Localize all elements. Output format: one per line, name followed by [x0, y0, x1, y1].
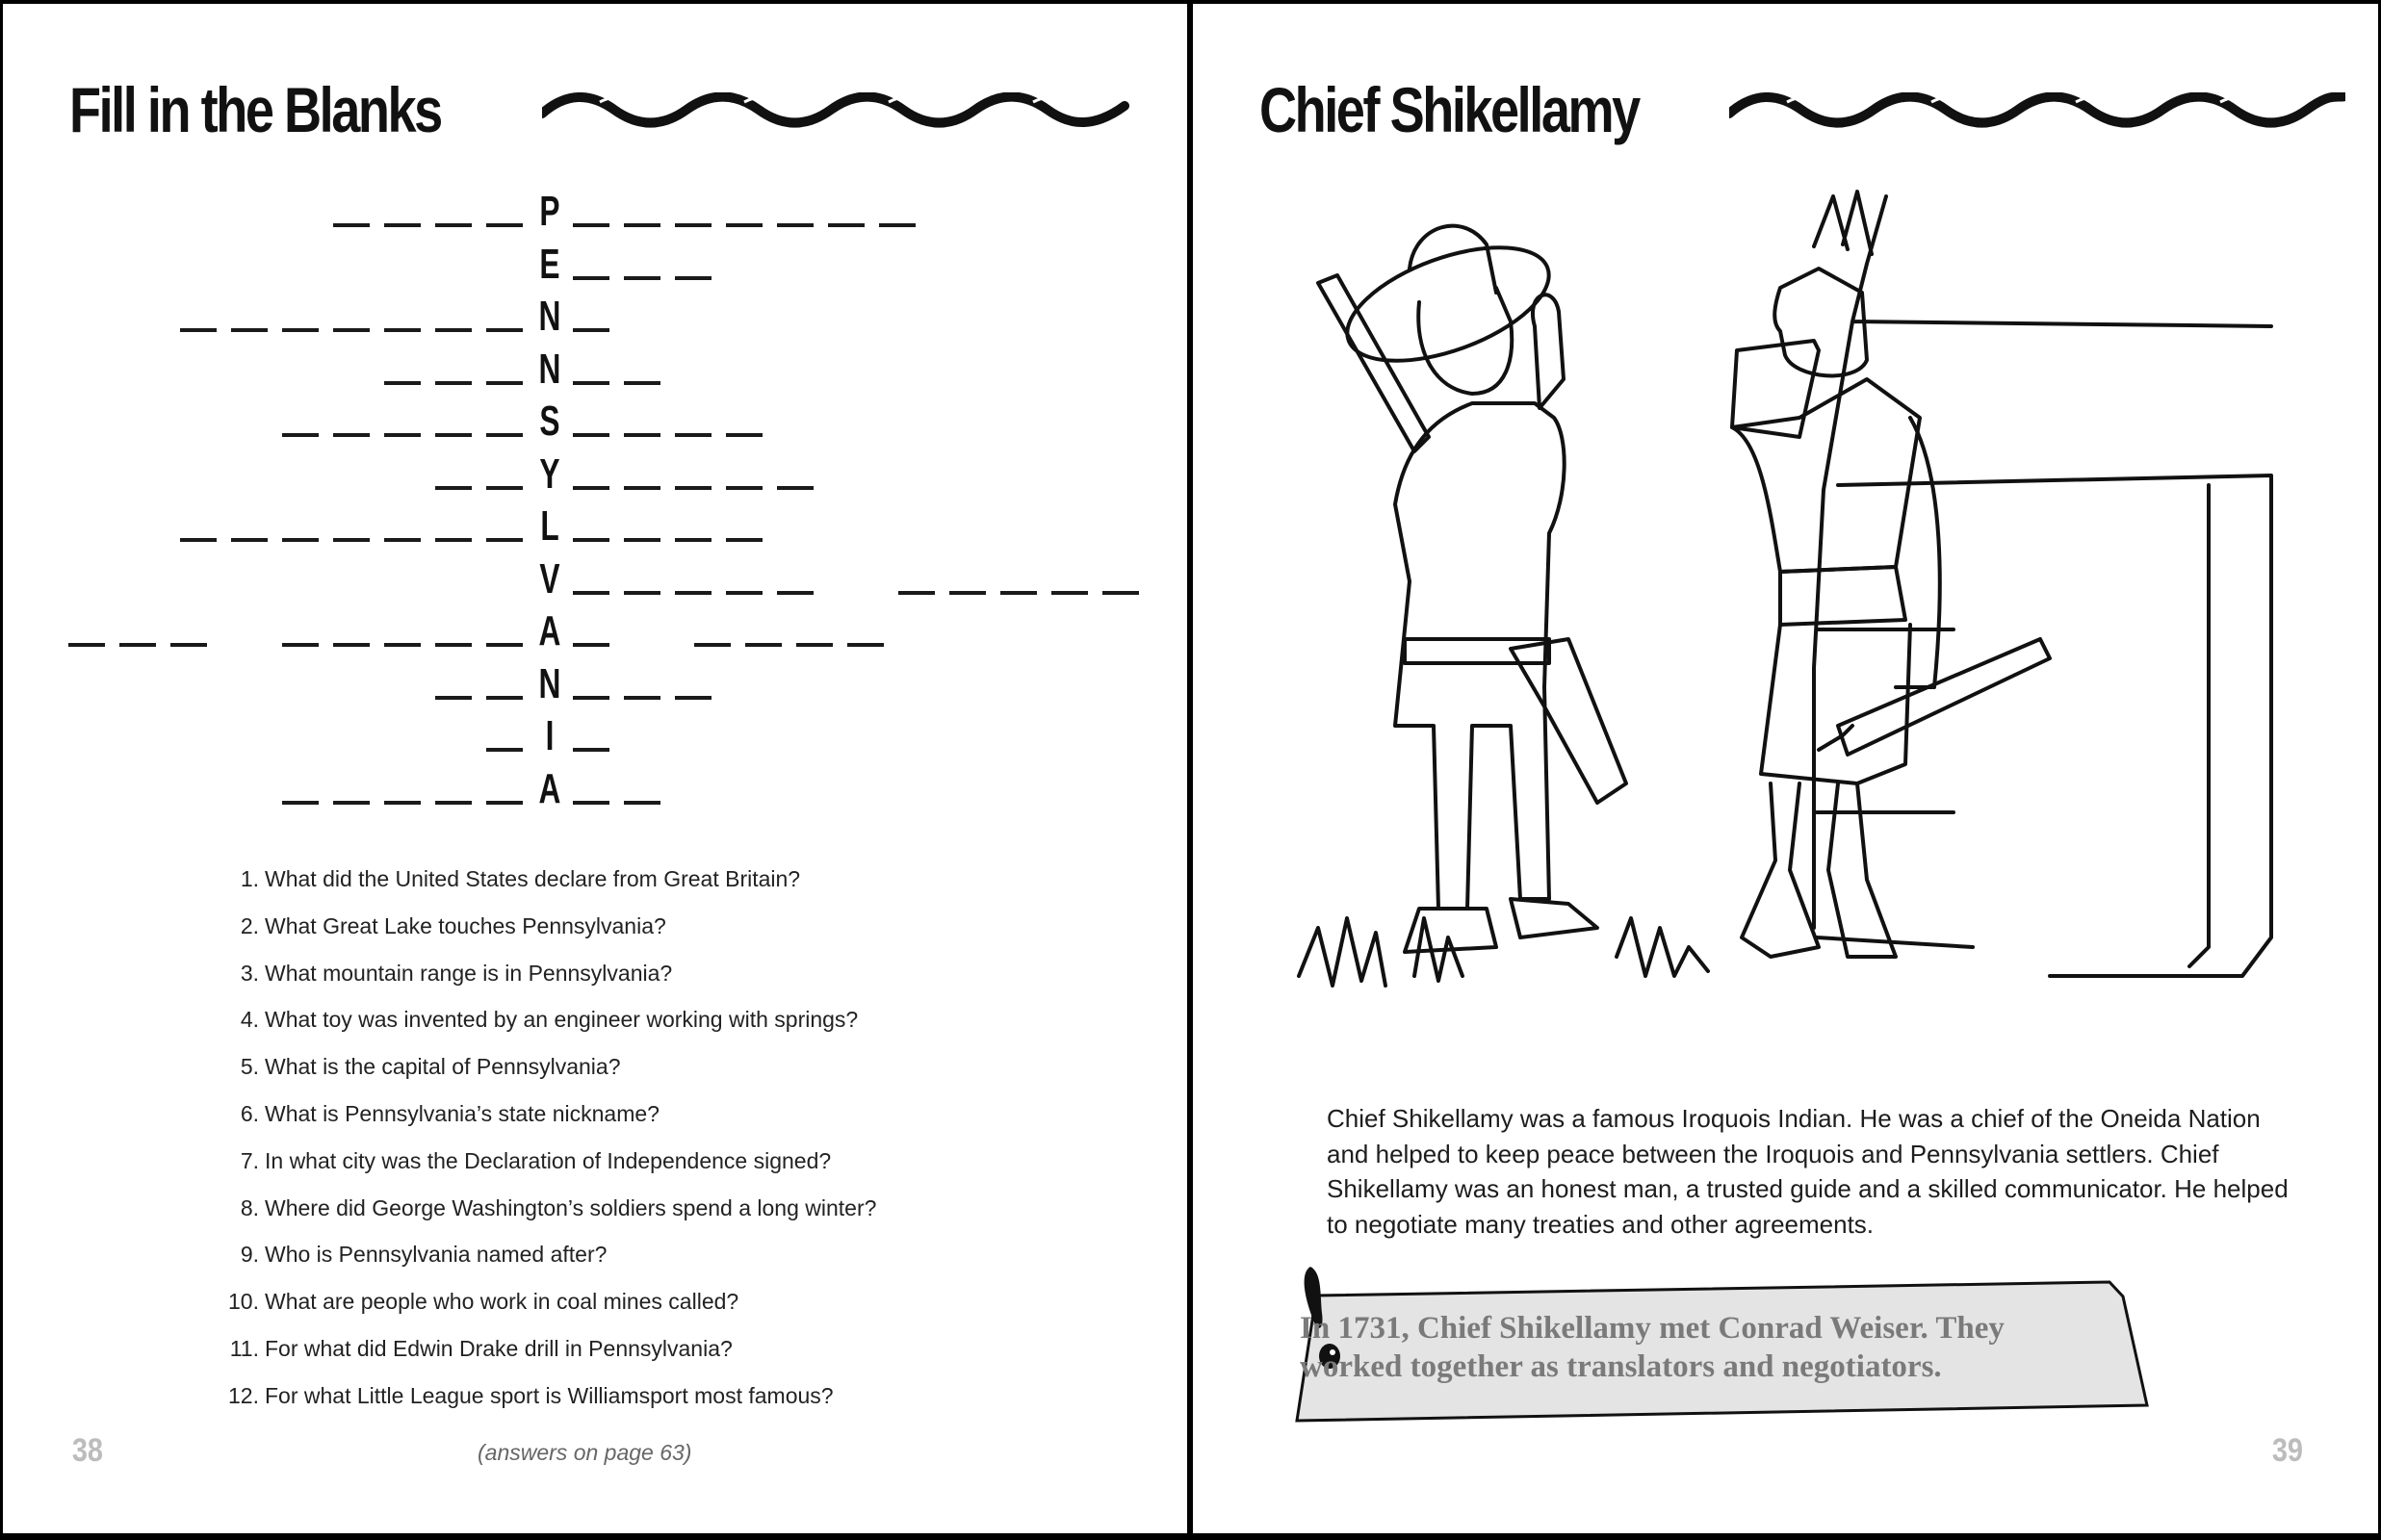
question-item: [224, 1195, 876, 1221]
page-number: 39: [2271, 1432, 2303, 1469]
question-item: [224, 1054, 620, 1080]
blank-input[interactable]: [573, 591, 609, 595]
blank-input[interactable]: [675, 486, 712, 490]
wave-divider-icon: [542, 92, 1129, 131]
blank-input[interactable]: [726, 223, 763, 227]
blank-input[interactable]: [675, 696, 712, 700]
question-item: [224, 1336, 733, 1362]
blank-input[interactable]: [573, 223, 609, 227]
blank-input[interactable]: [384, 328, 421, 332]
blank-input[interactable]: [1102, 591, 1139, 595]
page-title: Fill in the Blanks: [69, 74, 441, 145]
blank-input[interactable]: [879, 223, 916, 227]
question-item: [224, 1148, 831, 1174]
blank-input[interactable]: [624, 276, 660, 280]
question-text: Where did George Washington’s soldiers spend a long winter?: [265, 1194, 877, 1220]
blank-input[interactable]: [777, 223, 814, 227]
blank-input[interactable]: [384, 801, 421, 805]
question-text: For what did Edwin Drake drill in Pennsylvania?: [265, 1336, 733, 1361]
puzzle-letter: A: [538, 764, 561, 812]
blank-input[interactable]: [282, 538, 319, 542]
blank-input[interactable]: [384, 381, 421, 385]
question-number: 3.: [240, 960, 259, 986]
puzzle-letter: N: [538, 659, 561, 707]
question-number: 7.: [240, 1147, 259, 1173]
question-item: [224, 1101, 660, 1127]
blank-input[interactable]: [675, 538, 712, 542]
body-paragraph: Chief Shikellamy was a famous Iroquois Indian. He was a chief of the Oneida Nation and helped to keep peace between the Iroquois and Pennsylvania settlers. Chief Shikellamy was an honest man, a trusted guide and a skilled communicator. He helped to negotiate many treaties and other agreements.: [1327, 1104, 2289, 1239]
blank-input[interactable]: [777, 486, 814, 490]
blank-input[interactable]: [384, 223, 421, 227]
blank-input[interactable]: [231, 328, 268, 332]
question-number: 4.: [240, 1007, 259, 1033]
question-number: 8.: [240, 1194, 259, 1220]
blank-input[interactable]: [486, 328, 523, 332]
question-text: What did the United States declare from Great Britain?: [265, 866, 801, 891]
blank-input[interactable]: [282, 433, 319, 437]
blank-input[interactable]: [68, 643, 105, 647]
question-number: 11.: [229, 1336, 259, 1361]
blank-input[interactable]: [486, 643, 523, 647]
blank-input[interactable]: [435, 328, 472, 332]
blank-input[interactable]: [726, 538, 763, 542]
blank-input[interactable]: [486, 486, 523, 490]
blank-input[interactable]: [333, 801, 370, 805]
blank-input[interactable]: [384, 643, 421, 647]
blank-input[interactable]: [384, 433, 421, 437]
blank-input[interactable]: [435, 538, 472, 542]
blank-input[interactable]: [624, 538, 660, 542]
puzzle-row: [3, 604, 1187, 653]
blank-input[interactable]: [573, 801, 609, 805]
blank-input[interactable]: [384, 538, 421, 542]
blank-input[interactable]: [777, 591, 814, 595]
blank-input[interactable]: [435, 486, 472, 490]
blank-input[interactable]: [486, 223, 523, 227]
blank-input[interactable]: [573, 433, 609, 437]
question-number: 9.: [240, 1242, 259, 1268]
blank-input[interactable]: [1000, 591, 1037, 595]
puzzle-row: [3, 500, 1187, 548]
blank-input[interactable]: [726, 433, 763, 437]
puzzle-row: [3, 552, 1187, 601]
puzzle-letter: N: [538, 345, 561, 393]
blank-input[interactable]: [231, 538, 268, 542]
blank-input[interactable]: [624, 223, 660, 227]
page-number: 38: [71, 1432, 103, 1469]
puzzle-letter: L: [540, 502, 559, 550]
puzzle-letter: N: [538, 293, 561, 340]
blank-input[interactable]: [624, 696, 660, 700]
question-item: [224, 1242, 607, 1268]
puzzle-letter: S: [539, 398, 560, 445]
blank-input[interactable]: [333, 223, 370, 227]
question-item: [224, 1007, 858, 1033]
callout-line-1: In 1731, Chief Shikellamy met Conrad Weiser. They: [1300, 1311, 2005, 1346]
question-text: For what Little League sport is Williamsport most famous?: [265, 1382, 834, 1408]
blank-input[interactable]: [624, 486, 660, 490]
blank-input[interactable]: [573, 328, 609, 332]
left-page: [3, 4, 1187, 1533]
illustration: [1280, 187, 2348, 1072]
blank-input[interactable]: [898, 591, 935, 595]
puzzle-row: [3, 762, 1187, 810]
blank-input[interactable]: [435, 433, 472, 437]
question-text: What Great Lake touches Pennsylvania?: [265, 912, 666, 938]
question-text: What toy was invented by an engineer working with springs?: [265, 1007, 859, 1033]
blank-input[interactable]: [573, 538, 609, 542]
blank-input[interactable]: [949, 591, 986, 595]
blank-input[interactable]: [675, 276, 712, 280]
blank-input[interactable]: [170, 643, 207, 647]
blank-input[interactable]: [745, 643, 782, 647]
blank-input[interactable]: [333, 643, 370, 647]
puzzle-letter: Y: [539, 449, 560, 498]
blank-input[interactable]: [828, 223, 865, 227]
answers-note: (answers on page 63): [478, 1440, 692, 1465]
page-title: Chief Shikellamy: [1259, 74, 1639, 145]
question-text: What is the capital of Pennsylvania?: [265, 1054, 621, 1080]
question-number: 10.: [228, 1289, 259, 1315]
blank-input[interactable]: [796, 643, 833, 647]
blank-input[interactable]: [180, 328, 217, 332]
blank-input[interactable]: [486, 801, 523, 805]
blank-input[interactable]: [1051, 591, 1088, 595]
blank-input[interactable]: [847, 643, 884, 647]
blank-input[interactable]: [282, 801, 319, 805]
blank-input[interactable]: [573, 696, 609, 700]
blank-input[interactable]: [282, 328, 319, 332]
question-text: What mountain range is in Pennsylvania?: [265, 960, 673, 986]
blank-input[interactable]: [573, 643, 609, 647]
blank-input[interactable]: [333, 433, 370, 437]
puzzle-row: [3, 709, 1187, 757]
callout-line-2: worked together as translators and negotiators.: [1300, 1349, 1942, 1384]
blank-input[interactable]: [573, 381, 609, 385]
puzzle-row: [3, 185, 1187, 233]
puzzle-letter: A: [538, 607, 561, 654]
blank-input[interactable]: [486, 748, 523, 752]
blank-input[interactable]: [624, 433, 660, 437]
question-text: What is Pennsylvania’s state nickname?: [265, 1101, 660, 1126]
question-text: What are people who work in coal mines called?: [265, 1289, 739, 1315]
question-number: 12.: [228, 1382, 259, 1408]
blank-input[interactable]: [726, 591, 763, 595]
blank-input[interactable]: [675, 433, 712, 437]
question-item: [224, 1289, 738, 1315]
blank-input[interactable]: [180, 538, 217, 542]
blank-input[interactable]: [675, 591, 712, 595]
blank-input[interactable]: [486, 433, 523, 437]
blank-input[interactable]: [435, 381, 472, 385]
blank-input[interactable]: [624, 591, 660, 595]
wave-divider-icon: [1729, 92, 2345, 131]
puzzle-row: [3, 238, 1187, 286]
question-number: 5.: [240, 1054, 259, 1080]
blank-input[interactable]: [435, 801, 472, 805]
blank-input[interactable]: [282, 643, 319, 647]
question-number: 1.: [240, 866, 259, 891]
puzzle-letter: V: [539, 554, 560, 603]
question-item: [224, 913, 666, 939]
callout-text: [1300, 1309, 2005, 1386]
blank-input[interactable]: [333, 538, 370, 542]
blank-input[interactable]: [726, 486, 763, 490]
blank-input[interactable]: [573, 276, 609, 280]
blank-input[interactable]: [486, 381, 523, 385]
puzzle-row: [3, 448, 1187, 496]
question-item: [224, 961, 672, 987]
blank-input[interactable]: [119, 643, 156, 647]
puzzle-letter: P: [539, 188, 560, 235]
question-text: Who is Pennsylvania named after?: [265, 1242, 608, 1268]
question-item: [224, 866, 800, 892]
blank-input[interactable]: [573, 486, 609, 490]
question-text: In what city was the Declaration of Independence signed?: [265, 1147, 832, 1173]
blank-input[interactable]: [624, 801, 660, 805]
question-number: 2.: [240, 912, 259, 938]
puzzle-row: [3, 290, 1187, 338]
blank-input[interactable]: [486, 538, 523, 542]
puzzle-letter: I: [545, 712, 555, 759]
question-number: 6.: [240, 1101, 259, 1126]
blank-input[interactable]: [333, 328, 370, 332]
blank-input[interactable]: [486, 696, 523, 700]
blank-input[interactable]: [624, 381, 660, 385]
puzzle-row: [3, 343, 1187, 391]
blank-input[interactable]: [694, 643, 731, 647]
right-page: [1193, 4, 2378, 1533]
question-item: [224, 1383, 834, 1409]
blank-input[interactable]: [435, 223, 472, 227]
blank-input[interactable]: [435, 643, 472, 647]
blank-input[interactable]: [573, 748, 609, 752]
puzzle-row: [3, 395, 1187, 443]
blank-input[interactable]: [675, 223, 712, 227]
puzzle-letter: E: [539, 240, 560, 288]
puzzle-row: [3, 657, 1187, 706]
blank-input[interactable]: [435, 696, 472, 700]
